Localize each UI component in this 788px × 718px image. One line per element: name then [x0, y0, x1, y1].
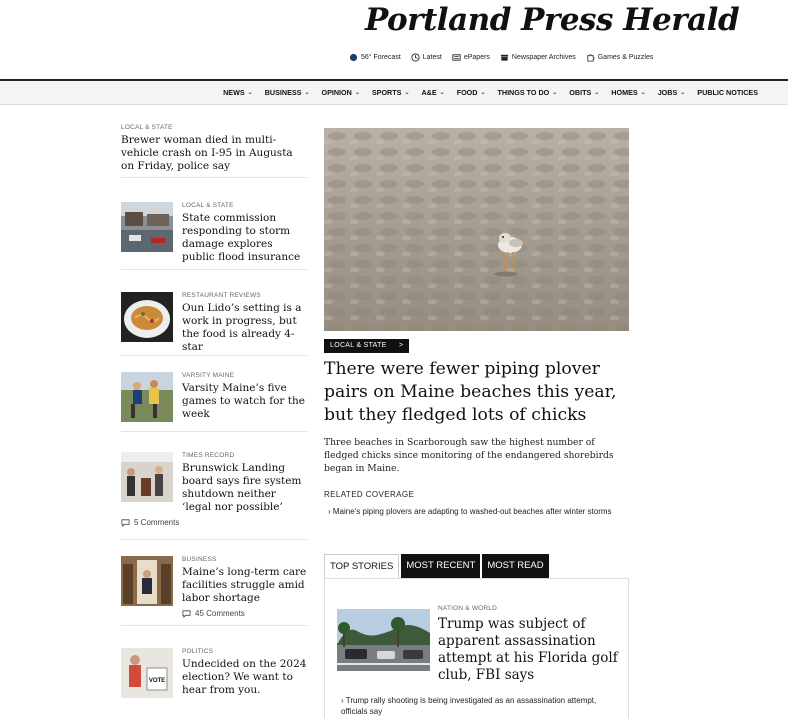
tab-top-stories[interactable]: TOP STORIES [324, 554, 399, 578]
story-thumbnail[interactable] [121, 648, 173, 698]
nav-item-sports[interactable] [372, 88, 410, 97]
story-kicker[interactable]: LOCAL & STATE [182, 202, 234, 209]
story-kicker[interactable]: RESTAURANT REVIEWS [182, 292, 261, 299]
nav-label: HOMES [611, 88, 638, 97]
hero-dek: Three beaches in Scarborough saw the highest number of fledged chicks since monitoring of the endangered shorebirds began in Maine. [324, 437, 614, 474]
nav-item-public-notices[interactable] [697, 88, 758, 97]
games-link[interactable] [586, 53, 654, 62]
chevron-down-icon: ⌄ [304, 90, 310, 96]
top-story-thumbnail[interactable] [337, 609, 430, 671]
chevron-down-icon: ⌄ [594, 90, 600, 96]
epapers-label: ePapers [463, 53, 490, 61]
section-badge[interactable] [324, 339, 409, 353]
story-thumbnail[interactable] [121, 452, 173, 502]
tab-most-read[interactable]: MOST READ [482, 554, 548, 578]
forecast-label: 56° Forecast [361, 53, 401, 61]
nav-item-news[interactable] [223, 88, 253, 97]
main-nav [0, 81, 788, 105]
chevron-down-icon: ⌄ [354, 90, 360, 96]
chevron-down-icon: ⌄ [680, 90, 686, 96]
nav-item-food[interactable] [457, 88, 486, 97]
chevron-down-icon: ⌄ [552, 90, 558, 96]
archives-label: Newspaper Archives [511, 53, 576, 61]
nav-item-homes[interactable] [611, 88, 645, 97]
top-story-headline[interactable]: Trump was subject of apparent assassination attempt at his Florida golf club, FBI says [438, 616, 618, 683]
story-undecided-election[interactable] [121, 648, 307, 708]
badge-arrow: > [398, 342, 404, 349]
nav-label: FOOD [456, 88, 478, 97]
story-thumbnail[interactable] [121, 556, 173, 606]
hero-headline[interactable]: There were fewer piping plover pairs on Maine beaches this year, but they fledged lots of chicks [324, 359, 617, 425]
vote-sign-text: VOTE [148, 678, 166, 684]
nav-label: JOBS [657, 88, 678, 97]
story-kicker[interactable]: LOCAL & STATE [121, 124, 173, 131]
story-kicker[interactable]: TIMES RECORD [182, 452, 235, 459]
archives-link[interactable] [500, 53, 576, 62]
story-brewer-crash[interactable] [121, 124, 307, 178]
comments-count: 45 Comments [195, 609, 245, 618]
latest-link[interactable] [411, 53, 442, 62]
story-tabs [324, 554, 549, 578]
story-thumbnail[interactable] [121, 202, 173, 252]
story-oun-lido[interactable] [121, 292, 307, 356]
story-thumbnail[interactable] [121, 292, 173, 342]
tab-most-recent[interactable]: MOST RECENT [401, 554, 480, 578]
story-long-term-care[interactable] [121, 556, 307, 626]
epapers-link[interactable] [452, 53, 490, 62]
utility-bar [349, 50, 653, 64]
nav-item-opinion[interactable] [321, 88, 359, 97]
clock-icon [411, 53, 420, 62]
chevron-down-icon: ⌄ [480, 90, 486, 96]
story-headline[interactable]: Varsity Maine’s five games to watch for the week [182, 382, 305, 420]
masthead [0, 0, 788, 80]
nav-items [223, 88, 758, 97]
archive-icon [500, 53, 509, 62]
nav-label: OPINION [321, 88, 352, 97]
nav-item-a-e[interactable] [421, 88, 444, 97]
comments-count: 5 Comments [134, 518, 180, 527]
comments-link[interactable] [182, 609, 307, 618]
story-kicker[interactable]: POLITICS [182, 648, 214, 655]
weather-icon [349, 53, 358, 62]
nav-label: SPORTS [371, 88, 402, 97]
site-logo[interactable]: Portland Press Herald [365, 2, 740, 38]
chevron-down-icon: ⌄ [640, 90, 646, 96]
chevron-down-icon: ⌄ [247, 90, 253, 96]
related-coverage-link[interactable]: › Maine’s piping plovers are adapting to washed-out beaches after winter storms [328, 507, 612, 516]
story-brunswick-landing[interactable] [121, 452, 307, 540]
chevron-down-icon: ⌄ [404, 90, 410, 96]
nav-item-obits[interactable] [569, 88, 599, 97]
nav-label: A&E [421, 88, 437, 97]
latest-label: Latest [422, 53, 442, 61]
chevron-down-icon: ⌄ [439, 90, 445, 96]
nav-label: OBITS [569, 88, 592, 97]
story-flood-insurance[interactable] [121, 202, 307, 270]
games-label: Games & Puzzles [597, 53, 654, 61]
story-headline[interactable]: Brunswick Landing board says fire system shutdown neither ‘legal nor possible’ [182, 462, 302, 513]
comments-link[interactable] [121, 518, 179, 527]
forecast-link[interactable] [349, 53, 401, 62]
nav-label: BUSINESS [264, 88, 302, 97]
puzzle-icon [586, 53, 595, 62]
story-headline[interactable]: Undecided on the 2024 election? We want to hear from you. [182, 658, 307, 696]
story-kicker[interactable]: BUSINESS [182, 556, 217, 563]
top-stories-panel [324, 578, 629, 718]
top-story-kicker[interactable]: NATION & WORLD [438, 605, 498, 612]
hero-image[interactable] [324, 128, 629, 331]
story-varsity-maine[interactable] [121, 372, 307, 432]
nav-item-business[interactable] [265, 88, 310, 97]
badge-label: LOCAL & STATE [330, 342, 387, 349]
story-kicker[interactable]: VARSITY MAINE [182, 372, 235, 379]
nav-item-things-to-do[interactable] [497, 88, 557, 97]
story-thumbnail[interactable] [121, 372, 173, 422]
comment-bubble-icon [121, 518, 130, 527]
comment-bubble-icon [182, 609, 191, 618]
story-headline[interactable]: State commission responding to storm damage explores public flood insurance [182, 212, 301, 263]
story-headline[interactable]: Maine’s long-term care facilities struggle amid labor shortage [182, 566, 307, 604]
related-coverage-heading: RELATED COVERAGE [324, 490, 415, 499]
story-headline[interactable]: Brewer woman died in multi-vehicle crash on I-95 in Augusta on Friday, police say [121, 134, 293, 172]
story-headline[interactable]: Oun Lido’s setting is a work in progress, but the food is already 4-star [182, 302, 302, 353]
nav-label: THINGS TO DO [497, 88, 550, 97]
nav-label: NEWS [223, 88, 245, 97]
top-story-related-link[interactable]: › Trump rally shooting is being investigated as an assassination attempt, officials say [341, 696, 597, 716]
newspaper-icon [452, 53, 461, 62]
nav-item-jobs[interactable] [658, 88, 686, 97]
nav-label: PUBLIC NOTICES [697, 88, 758, 97]
